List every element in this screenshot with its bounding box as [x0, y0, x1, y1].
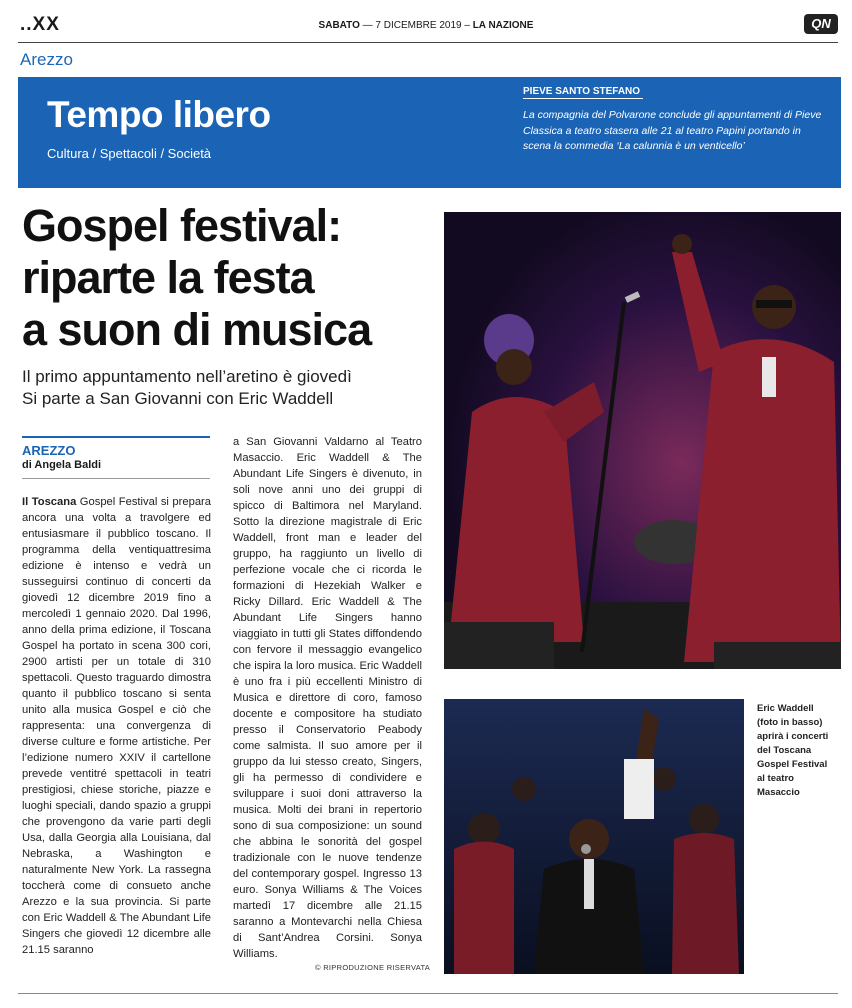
- section-city: Arezzo: [20, 50, 73, 69]
- photo-caption: [757, 702, 841, 800]
- copyright-notice: © RIPRODUZIONE RISERVATA: [315, 963, 431, 972]
- caption-line: al teatro: [757, 773, 794, 784]
- stage-photo-illustration: [444, 212, 841, 669]
- caption-line: Masaccio: [757, 787, 800, 798]
- caption-line: Eric Waddell: [757, 703, 814, 714]
- subhead-line: Si parte a San Giovanni con Eric Waddell: [22, 389, 334, 408]
- column-1-text: Gospel Festival si prepara ancora una volta a travolgere ed entusiasmare il pubblico toscano. Il programma della ventiquattresima edizione è intenso e vedrà un susseguirsi continuo di concerti da giovedì 12 dicembre 2019 fino a mercoledì 1 gennaio 2020. Dal 1996, anno della prima edizione, il Toscana Gospel ha portato in scena 300 cori, 2900 artisti per un totale di 310 spettacoli. Questo traguardo dimostra quanto il pubblico toscano si senta unito alla musica Gospel e ciò che rappresenta: una convergenza di diverse culture e forme artistiche. Per l’edizione numero XXIV il cartellone prevede ventitré spettacoli in teatri prestigiosi, chiese storiche, piazze e luoghi speciali, dando spazio a gruppi che provengono da varie parti degli Usa, dalla Georgia alla Louisiana, dal Nebraska, a Washington e naturalmente New York. La rassegna toccherà come di consueto anche Arezzo e la sua provincia. Si parte con Eric Waddell & The Abundant Life Singers che giovedì 12 dicembre alle 21.15 saranno: [22, 496, 211, 956]
- lead-in: Il Toscana: [22, 496, 77, 508]
- byline-bar: [22, 436, 210, 438]
- headline-line: Gospel festival:: [22, 200, 342, 251]
- caption-line: aprirà i concerti: [757, 731, 829, 742]
- dateline: SABATO — 7 DICEMBRE 2019 – LA NAZIONE: [318, 20, 534, 31]
- subheadline: [22, 366, 432, 410]
- caption-line: del Toscana: [757, 745, 812, 756]
- caption-line: Gospel Festival: [757, 759, 828, 770]
- byline-author: di Angela Baldi: [22, 459, 102, 471]
- byline-divider: [22, 478, 210, 479]
- headline: [22, 200, 432, 356]
- headline-line: riparte la festa: [22, 252, 314, 303]
- top-divider: [18, 42, 838, 43]
- article-column-2: a San Giovanni Valdarno al Teatro Masaccio. Eric Waddell & The Abundant Life Singers è divenuto, in soli nove anni uno dei gruppi di spicco di Baltimora nel Maryland. Sotto la direzione magistrale di Eric Waddell, front man e leader del gruppo, ha raggiunto un livello di perfezione vocale che ci ricorda le formazioni di Hezekiah Walker e Ricky Dillard. Eric Waddell & The Abundant Life Singers hanno viaggiato in tutti gli States diffondendo con fervore il messaggio evangelico che ispira la loro musica. Eric Waddell è uno fra i più eccellenti Ministro di Musica e direttore di coro, famoso docente e compositore ha studiato presso il Conservatorio Peabody come salmista. Il suo amore per il gruppo da lui stesso creato, Singers, gli ha permesso di condividere e sviluppare i suoi doni attraverso la musica. Molti dei brani in repertorio sono di sua composizione: un sound che abbina le sonorità del gospel tradizionale con le nuove tendenze del contemporary gospel. Ingresso 13 euro. Sonya Williams & The Voices martedì 17 dicembre alle 21.15 saranno a Montevarchi nella Chiesa di Sant’Andrea Corsini. Sonya Williams.: [233, 436, 422, 960]
- banner-title: Tempo libero: [47, 94, 271, 135]
- side-text: La compagnia del Polvarone conclude gli appuntamenti di Pieve Classica a teatro stasera alle 21 al teatro Papini portando in scena la commedia ‘La calunnia è un venticello’: [523, 109, 822, 152]
- bottom-divider: [18, 993, 838, 994]
- singer-photo-illustration: [444, 699, 744, 974]
- gospel-stage-photo: [444, 212, 841, 669]
- dateline-day: SABATO: [318, 20, 360, 31]
- side-kicker: PIEVE SANTO STEFANO: [523, 86, 643, 99]
- byline-city: AREZZO: [22, 443, 76, 458]
- dateline-newspaper: LA NAZIONE: [472, 20, 534, 31]
- page-number: ..XX: [20, 14, 60, 35]
- caption-line: (foto in basso): [757, 717, 823, 728]
- qn-logo: QN: [804, 14, 838, 34]
- dateline-date: 7 DICEMBRE 2019: [375, 20, 462, 31]
- banner-subtitle: Cultura / Spettacoli / Società: [47, 146, 212, 161]
- article-column-1: [22, 494, 211, 958]
- headline-line: a suon di musica: [22, 304, 372, 355]
- eric-waddell-photo: [444, 699, 744, 974]
- subhead-line: Il primo appuntamento nell’aretino è giovedì: [22, 367, 352, 386]
